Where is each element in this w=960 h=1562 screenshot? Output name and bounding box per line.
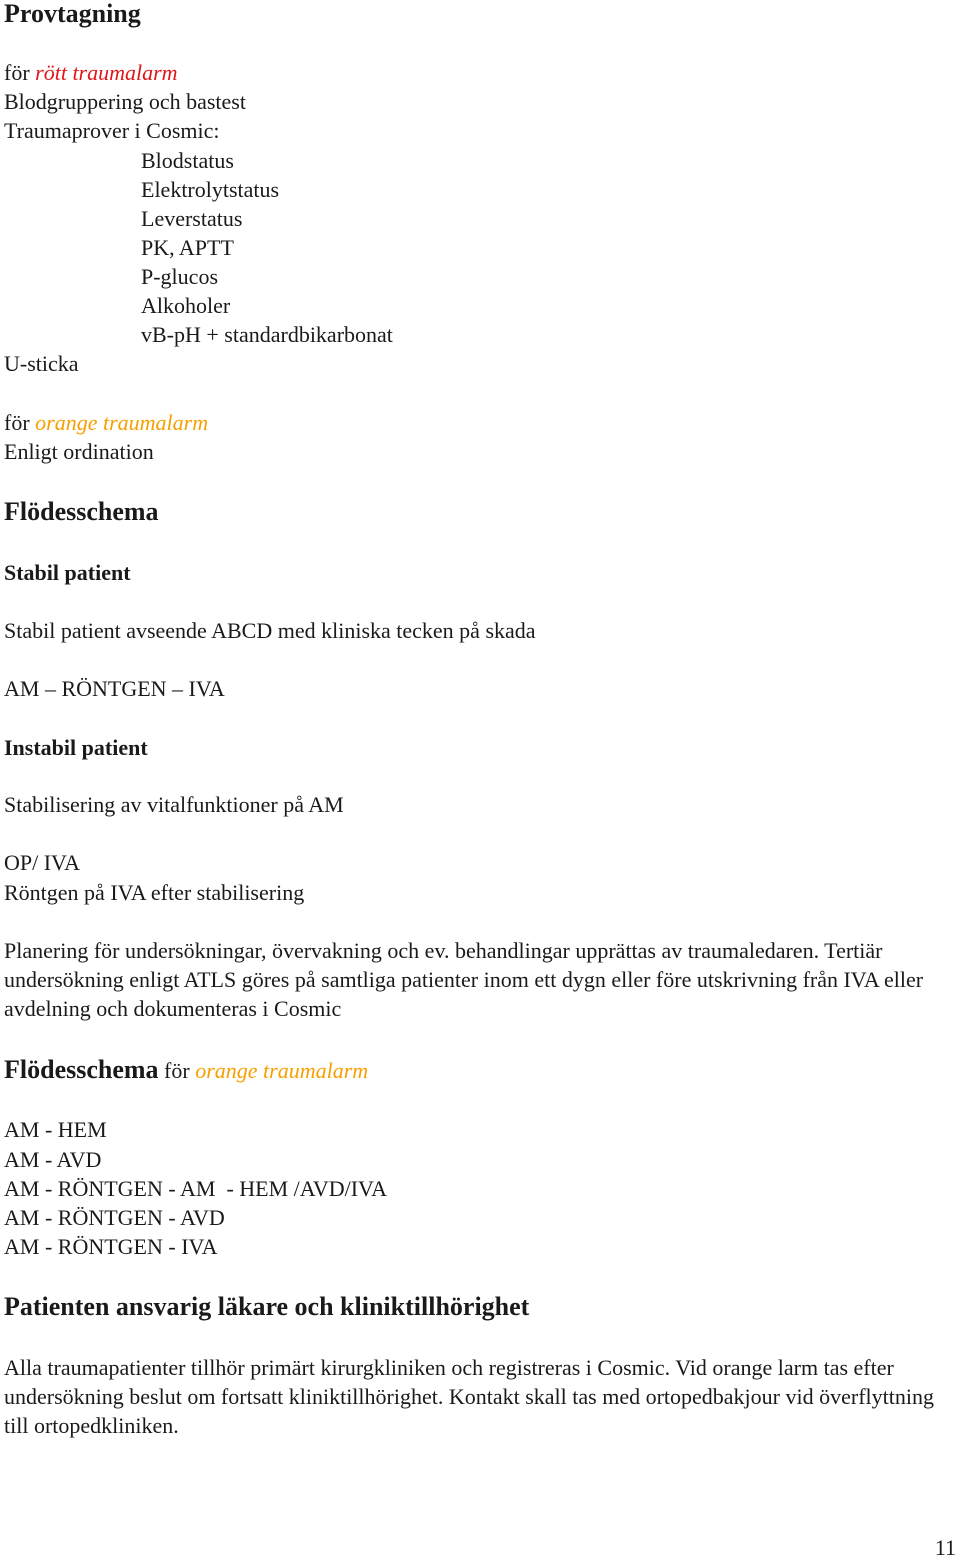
red-alarm-label: rött traumalarm [35,60,178,85]
orange-alarm-prefix: för [4,410,36,435]
red-alarm-prefix: för [4,60,36,85]
traumaprover-line: Traumaprover i Cosmic: [4,118,220,143]
flodesschema-orange-alarm: orange traumalarm [195,1058,369,1083]
ansvar-paragraph: Alla traumapatienter tillhör primärt kirurgkliniken och registreras i Cosmic. Vid orange larm tas efter undersökning beslut om fortsatt kliniktillhörighet. Kontakt skall tas med ortopedbakjour vid överflyttning till ortopedkliniken. [4,1355,934,1438]
red-alarm-line [4,58,178,87]
test-item: P-glucos [141,264,218,289]
flow-item: AM - RÖNTGEN - AVD [4,1205,225,1230]
enligt-ordination-line: Enligt ordination [4,439,154,464]
rontgen-iva-line: Röntgen på IVA efter stabilisering [4,880,305,905]
test-item: Leverstatus [141,206,243,231]
ansvar-title: Patienten ansvarig läkare och kliniktillhörighet [4,1292,530,1321]
instabil-text: Stabilisering av vitalfunktioner på AM [4,792,344,817]
flow-item: AM - HEM [4,1117,107,1142]
flow-item: AM - AVD [4,1147,102,1172]
op-iva-line: OP/ IVA [4,850,81,875]
orange-alarm-label: orange traumalarm [35,410,209,435]
flodesschema-orange-for: för [158,1058,196,1083]
provtagning-title: Provtagning [4,0,141,28]
usticka-line: U-sticka [4,351,79,376]
test-item: Blodstatus [141,148,234,173]
test-item: vB-pH + standardbikarbonat [141,322,393,347]
test-item: PK, APTT [141,235,234,260]
stabil-text: Stabil patient avseende ABCD med kliniska tecken på skada [4,618,536,643]
page-number: 11 [934,1535,956,1560]
test-item: Elektrolytstatus [141,177,280,202]
orange-alarm-line [4,408,208,437]
stabil-heading: Stabil patient [4,560,131,585]
flodesschema-title: Flödesschema [4,497,159,526]
planering-paragraph: Planering för undersökningar, övervakning och ev. behandlingar upprättas av traumaledaren. Tertiär undersökning enligt ATLS göres på samtliga patienter inom ett dygn eller före utskrivning från IVA eller avdelning och dokumenteras i Cosmic [4,938,924,1021]
blodgruppering-line: Blodgruppering och bastest [4,89,246,114]
stabil-flow: AM – RÖNTGEN – IVA [4,676,225,701]
instabil-heading: Instabil patient [4,735,148,760]
flow-item: AM - RÖNTGEN - AM - HEM /AVD/IVA [4,1176,387,1201]
test-item: Alkoholer [141,293,231,318]
flow-item: AM - RÖNTGEN - IVA [4,1234,218,1259]
flodesschema-orange-title [4,1054,368,1087]
flodesschema-orange-label: Flödesschema [4,1055,159,1084]
